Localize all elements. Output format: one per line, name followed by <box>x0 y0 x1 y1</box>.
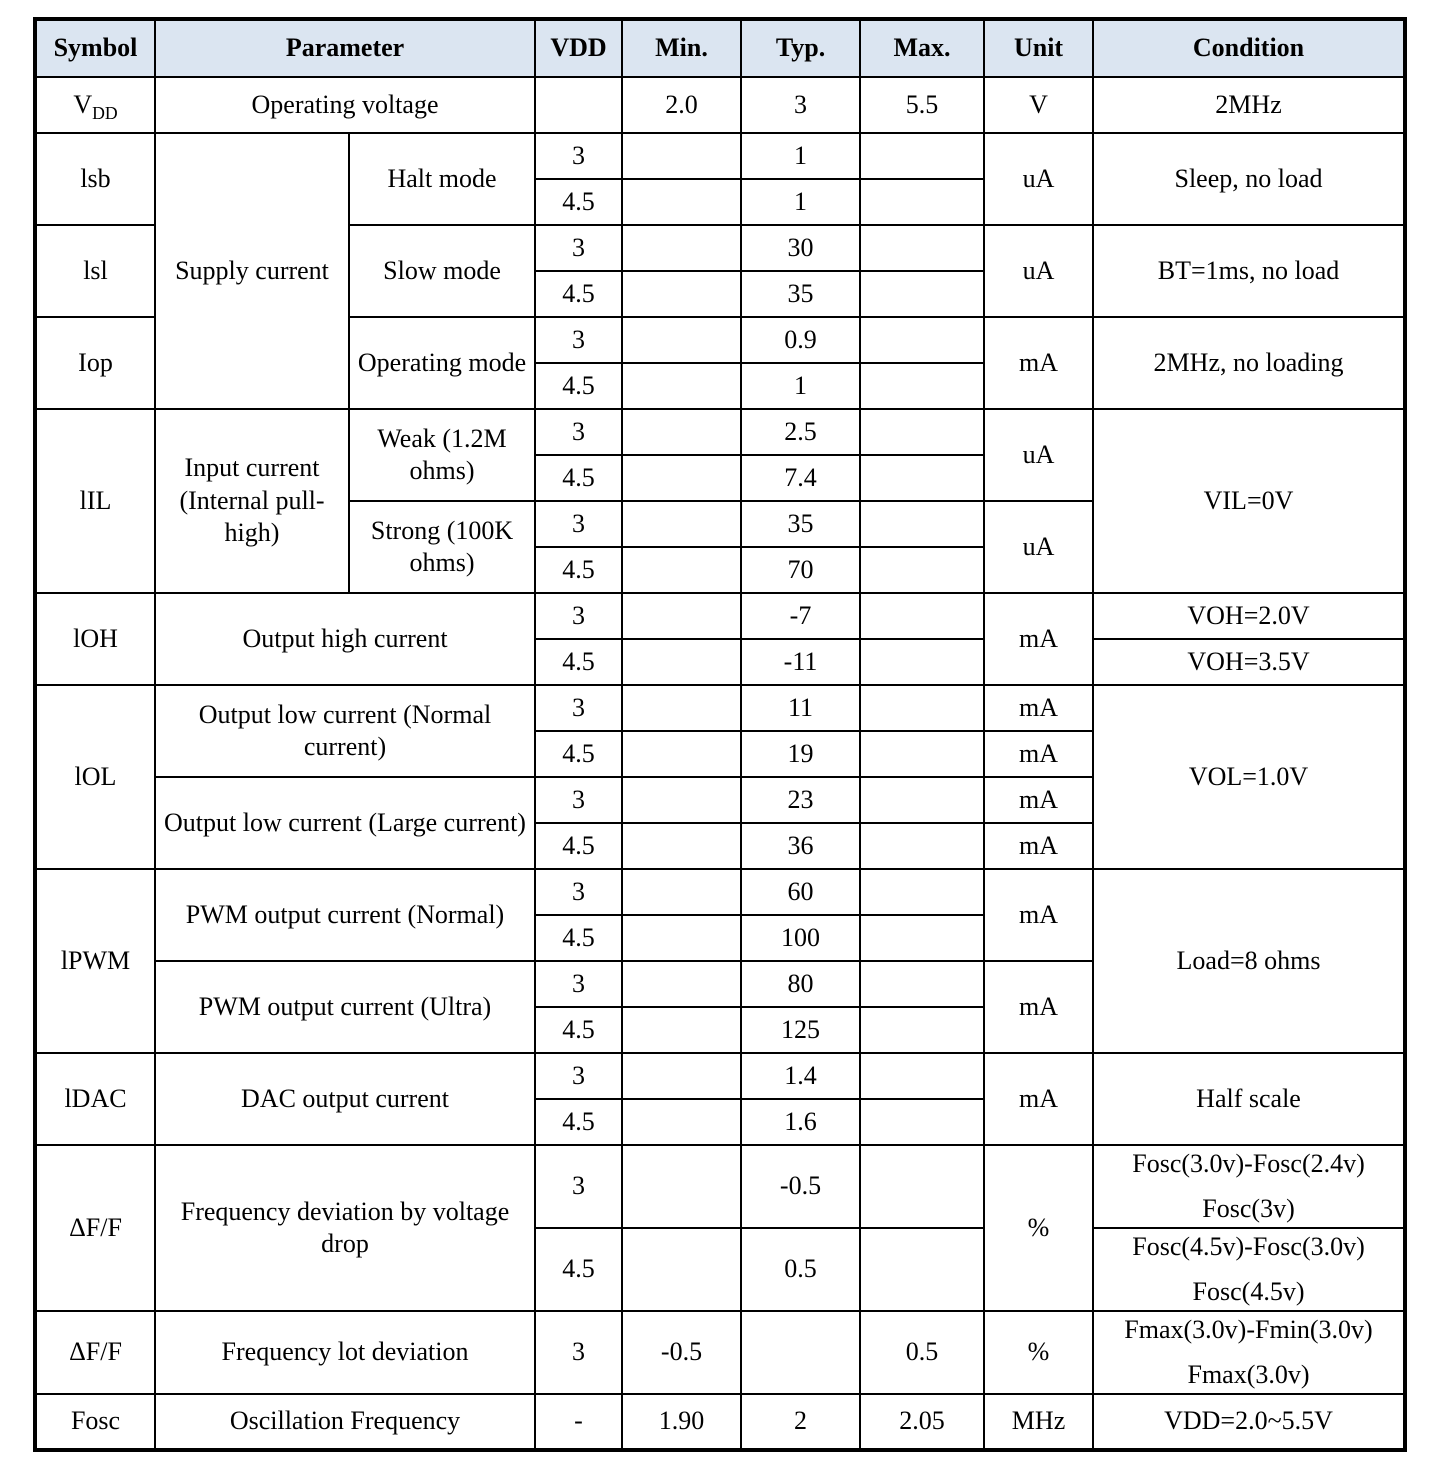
typ-cell: 70 <box>741 547 860 593</box>
typ-cell: -7 <box>741 593 860 639</box>
condition-line: Fmax(3.0v) <box>1187 1359 1310 1389</box>
vdd-cell: 4.5 <box>535 271 622 317</box>
parameter-cell: Output low current (Normal current) <box>155 685 535 777</box>
unit-cell: MHz <box>984 1394 1093 1450</box>
typ-cell: 1.4 <box>741 1053 860 1099</box>
condition-cell <box>1093 1228 1405 1311</box>
min-cell <box>622 1099 741 1145</box>
symbol-cell: lDAC <box>35 1053 155 1145</box>
condition-line: Fosc(3.0v)-Fosc(2.4v) <box>1132 1149 1365 1178</box>
typ-cell: 2.5 <box>741 409 860 455</box>
vdd-cell: 3 <box>535 501 622 547</box>
subscript: DD <box>92 102 118 123</box>
mode-cell: Halt mode <box>349 133 535 225</box>
table-row <box>35 77 1405 133</box>
table-row <box>35 409 1405 455</box>
min-cell <box>622 685 741 731</box>
vdd-cell: 3 <box>535 1311 622 1394</box>
min-cell <box>622 915 741 961</box>
min-cell <box>622 961 741 1007</box>
min-cell <box>622 731 741 777</box>
typ-cell: 35 <box>741 501 860 547</box>
min-cell <box>622 1007 741 1053</box>
max-cell <box>860 225 984 271</box>
parameter-cell: Operating voltage <box>155 77 535 133</box>
min-cell: 1.90 <box>622 1394 741 1450</box>
table-row <box>35 1053 1405 1099</box>
unit-cell: mA <box>984 961 1093 1053</box>
symbol-cell: lOH <box>35 593 155 685</box>
vdd-cell: 3 <box>535 685 622 731</box>
vdd-cell: 4.5 <box>535 1099 622 1145</box>
max-cell <box>860 823 984 869</box>
condition-line: Fosc(4.5v)-Fosc(3.0v) <box>1132 1232 1365 1261</box>
min-cell <box>622 823 741 869</box>
table-row <box>35 593 1405 639</box>
max-cell <box>860 501 984 547</box>
unit-cell: mA <box>984 1053 1093 1145</box>
vdd-cell: 3 <box>535 409 622 455</box>
condition-cell: 2MHz <box>1093 77 1405 133</box>
max-cell <box>860 409 984 455</box>
condition-cell: VIL=0V <box>1093 409 1405 593</box>
max-cell <box>860 639 984 685</box>
max-cell <box>860 317 984 363</box>
condition-cell: Load=8 ohms <box>1093 869 1405 1053</box>
parameter-cell: Output high current <box>155 593 535 685</box>
vdd-cell: 3 <box>535 777 622 823</box>
vdd-cell: 3 <box>535 1053 622 1099</box>
vdd-cell: 3 <box>535 593 622 639</box>
min-cell <box>622 409 741 455</box>
min-cell <box>622 455 741 501</box>
typ-cell: 100 <box>741 915 860 961</box>
typ-cell: 1.6 <box>741 1099 860 1145</box>
vdd-cell: 4.5 <box>535 1228 622 1311</box>
unit-cell: mA <box>984 869 1093 961</box>
max-cell <box>860 1228 984 1311</box>
vdd-cell: 4.5 <box>535 731 622 777</box>
unit-cell: % <box>984 1145 1093 1311</box>
table-row <box>35 685 1405 731</box>
max-cell <box>860 455 984 501</box>
typ-cell: 2 <box>741 1394 860 1450</box>
min-cell <box>622 593 741 639</box>
parameter-cell: PWM output current (Ultra) <box>155 961 535 1053</box>
table-row <box>35 1311 1405 1394</box>
typ-cell: 36 <box>741 823 860 869</box>
mode-cell: Operating mode <box>349 317 535 409</box>
parameter-cell: Frequency deviation by voltage drop <box>155 1145 535 1311</box>
max-cell <box>860 1145 984 1228</box>
table-row <box>35 1394 1405 1450</box>
min-cell: 2.0 <box>622 77 741 133</box>
header-parameter: Parameter <box>155 19 535 77</box>
max-cell <box>860 271 984 317</box>
max-cell <box>860 363 984 409</box>
mode-cell: Strong (100K ohms) <box>349 501 535 593</box>
min-cell <box>622 271 741 317</box>
symbol-cell: lOL <box>35 685 155 869</box>
typ-cell: 23 <box>741 777 860 823</box>
typ-cell: 80 <box>741 961 860 1007</box>
typ-cell: 19 <box>741 731 860 777</box>
unit-cell: uA <box>984 501 1093 593</box>
typ-cell: 3 <box>741 77 860 133</box>
header-symbol: Symbol <box>35 19 155 77</box>
typ-cell: -0.5 <box>741 1145 860 1228</box>
table-row <box>35 133 1405 179</box>
min-cell <box>622 1145 741 1228</box>
max-cell <box>860 547 984 593</box>
vdd-cell: 3 <box>535 225 622 271</box>
min-cell <box>622 317 741 363</box>
typ-cell: 1 <box>741 363 860 409</box>
vdd-cell: 4.5 <box>535 363 622 409</box>
vdd-cell: 3 <box>535 961 622 1007</box>
max-cell <box>860 731 984 777</box>
max-cell <box>860 915 984 961</box>
condition-cell: VOH=2.0V <box>1093 593 1405 639</box>
condition-cell: Half scale <box>1093 1053 1405 1145</box>
max-cell <box>860 179 984 225</box>
max-cell <box>860 133 984 179</box>
condition-cell <box>1093 1311 1405 1394</box>
max-cell <box>860 869 984 915</box>
symbol-cell: lsb <box>35 133 155 225</box>
max-cell <box>860 1053 984 1099</box>
vdd-cell: 4.5 <box>535 823 622 869</box>
vdd-cell: 4.5 <box>535 455 622 501</box>
typ-cell: 1 <box>741 133 860 179</box>
header-max: Max. <box>860 19 984 77</box>
unit-cell: uA <box>984 409 1093 501</box>
max-cell: 2.05 <box>860 1394 984 1450</box>
unit-cell: mA <box>984 777 1093 823</box>
parameter-cell: PWM output current (Normal) <box>155 869 535 961</box>
min-cell <box>622 1053 741 1099</box>
max-cell: 5.5 <box>860 77 984 133</box>
condition-cell: VOL=1.0V <box>1093 685 1405 869</box>
parameter-cell: Output low current (Large current) <box>155 777 535 869</box>
max-cell <box>860 777 984 823</box>
symbol-cell: Iop <box>35 317 155 409</box>
typ-cell <box>741 1311 860 1394</box>
condition-cell: VOH=3.5V <box>1093 639 1405 685</box>
unit-cell: uA <box>984 225 1093 317</box>
min-cell <box>622 179 741 225</box>
typ-cell: 35 <box>741 271 860 317</box>
vdd-cell: 3 <box>535 317 622 363</box>
vdd-cell: 3 <box>535 869 622 915</box>
vdd-cell: - <box>535 1394 622 1450</box>
min-cell <box>622 639 741 685</box>
max-cell <box>860 1007 984 1053</box>
vdd-cell: 3 <box>535 1145 622 1228</box>
header-row <box>35 19 1405 77</box>
condition-cell: BT=1ms, no load <box>1093 225 1405 317</box>
condition-cell: VDD=2.0~5.5V <box>1093 1394 1405 1450</box>
unit-cell: mA <box>984 823 1093 869</box>
vdd-cell: 4.5 <box>535 1007 622 1053</box>
header-min: Min. <box>622 19 741 77</box>
symbol-cell: Fosc <box>35 1394 155 1450</box>
max-cell <box>860 593 984 639</box>
typ-cell: 0.9 <box>741 317 860 363</box>
table-row <box>35 1145 1405 1228</box>
typ-cell: 125 <box>741 1007 860 1053</box>
typ-cell: 60 <box>741 869 860 915</box>
symbol-cell: lsl <box>35 225 155 317</box>
symbol-cell: ΔF/F <box>35 1311 155 1394</box>
condition-cell: 2MHz, no loading <box>1093 317 1405 409</box>
typ-cell: 1 <box>741 179 860 225</box>
condition-cell <box>1093 1145 1405 1228</box>
condition-line: Fmax(3.0v)-Fmin(3.0v) <box>1124 1315 1373 1344</box>
header-typ: Typ. <box>741 19 860 77</box>
min-cell <box>622 225 741 271</box>
min-cell <box>622 777 741 823</box>
condition-line: Fosc(4.5v) <box>1192 1276 1305 1306</box>
header-vdd: VDD <box>535 19 622 77</box>
max-cell <box>860 685 984 731</box>
max-cell <box>860 961 984 1007</box>
vdd-cell: 4.5 <box>535 915 622 961</box>
vdd-cell <box>535 77 622 133</box>
symbol-cell: ΔF/F <box>35 1145 155 1311</box>
unit-cell: mA <box>984 731 1093 777</box>
parameter-cell: Oscillation Frequency <box>155 1394 535 1450</box>
unit-cell: mA <box>984 317 1093 409</box>
mode-cell: Weak (1.2M ohms) <box>349 409 535 501</box>
symbol-cell: $V_{DD}$ <box>35 77 155 133</box>
max-cell <box>860 1099 984 1145</box>
typ-cell: -11 <box>741 639 860 685</box>
min-cell <box>622 869 741 915</box>
typ-cell: 11 <box>741 685 860 731</box>
symbol-cell: lIL <box>35 409 155 593</box>
unit-cell: uA <box>984 133 1093 225</box>
vdd-cell: 3 <box>535 133 622 179</box>
unit-cell: mA <box>984 593 1093 685</box>
vdd-cell: 4.5 <box>535 639 622 685</box>
table-header <box>35 19 1405 77</box>
typ-cell: 7.4 <box>741 455 860 501</box>
typ-cell: 30 <box>741 225 860 271</box>
parameter-cell: Input current (Internal pull-high) <box>155 409 349 593</box>
condition-cell: Sleep, no load <box>1093 133 1405 225</box>
vdd-cell: 4.5 <box>535 179 622 225</box>
header-condition: Condition <box>1093 19 1405 77</box>
table-row <box>35 869 1405 915</box>
min-cell <box>622 363 741 409</box>
parameter-cell: Supply current <box>155 133 349 409</box>
condition-line: Fosc(3v) <box>1202 1193 1295 1223</box>
table-body <box>35 77 1405 1450</box>
header-unit: Unit <box>984 19 1093 77</box>
max-cell: 0.5 <box>860 1311 984 1394</box>
unit-cell: % <box>984 1311 1093 1394</box>
mode-cell: Slow mode <box>349 225 535 317</box>
min-cell: -0.5 <box>622 1311 741 1394</box>
vdd-cell: 4.5 <box>535 547 622 593</box>
parameter-cell: Frequency lot deviation <box>155 1311 535 1394</box>
typ-cell: 0.5 <box>741 1228 860 1311</box>
unit-cell: V <box>984 77 1093 133</box>
parameter-cell: DAC output current <box>155 1053 535 1145</box>
min-cell <box>622 1228 741 1311</box>
min-cell <box>622 133 741 179</box>
symbol-cell: lPWM <box>35 869 155 1053</box>
electrical-characteristics-table <box>33 17 1407 1452</box>
min-cell <box>622 501 741 547</box>
min-cell <box>622 547 741 593</box>
unit-cell: mA <box>984 685 1093 731</box>
